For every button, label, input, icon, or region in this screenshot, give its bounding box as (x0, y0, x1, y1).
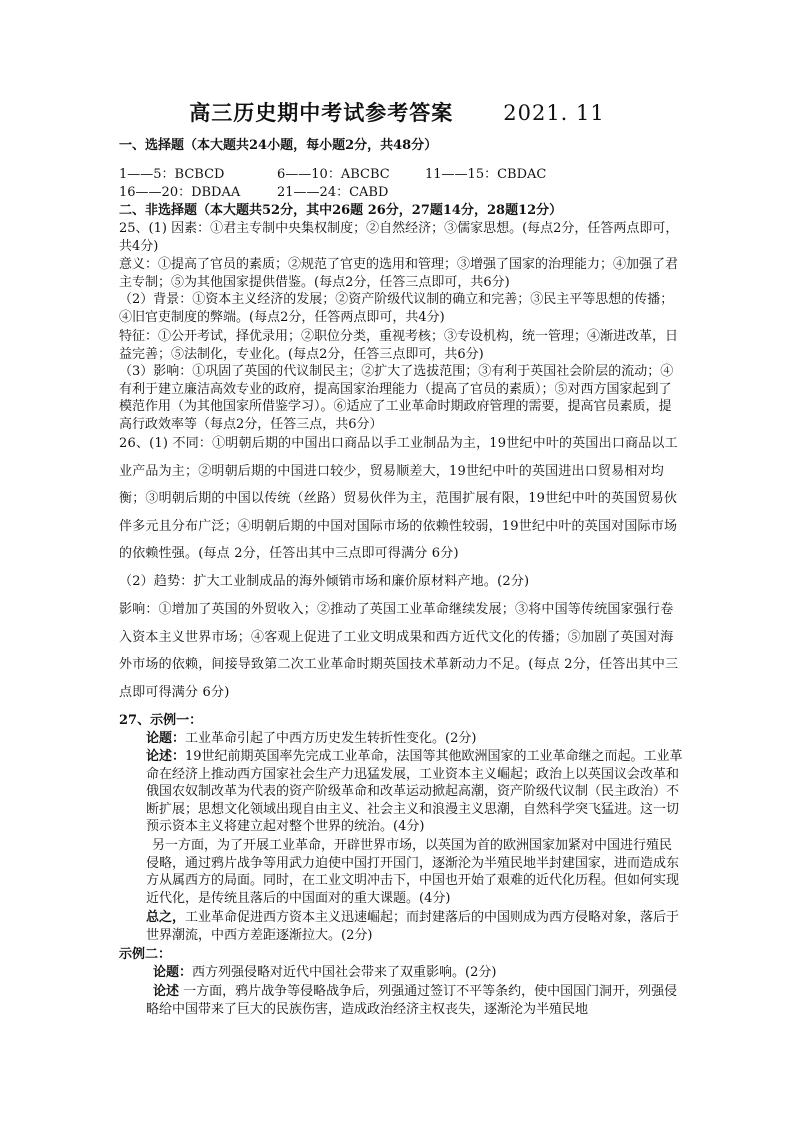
page-title (0, 97, 794, 127)
q27-ex1-argument (146, 748, 683, 836)
q26-part2-influence: 影响：①增加了英国的外贸收入；②推动了英国工业革命继续发展；③将中国等传统国家强行卷入资本主义世界市场；④客观上促进了工业文明成果和西方近代文化的传播；⑤加剧了英国对海外市场的依赖，间接导致第二次工业革命时期英国技术革新动力不足。(每点 2分，任答出其中三点即可得满分 6分) (119, 602, 679, 700)
q27-example2-label: 示例二： (119, 947, 172, 962)
section1-heading: 一、选择题（本大题共24小题，每小题2分，共48分） (119, 138, 438, 153)
mc-answers-row-2 (119, 184, 683, 202)
q25-part2-background: （2）背景：①资本主义经济的发展；②资产阶级代议制的确立和完善；③民主平等思想的传播；④旧官吏制度的弊端。(每点2分，任答两点即可，共4分) (119, 292, 674, 325)
thesis-label: 论题： (146, 731, 186, 746)
conclusion-label: 总之， (146, 910, 186, 925)
mc-answer-11-15: 11——15：CBDAC (425, 167, 547, 182)
q27-ex1-thesis (146, 730, 683, 748)
thesis-label-2: 论题： (153, 965, 193, 980)
q25-part3-influence: （3）影响：①巩固了英国的代议制民主；②扩大了选拔范围；③有利于英国社会阶层的流动；④有利于建立廉洁高效专业的政府，提高国家治理能力（提高了官员的素质）；⑤对西方国家起到了模范作用（为其他国家所借鉴学习）。⑥适应了工业革命时期政府管理的需要，提高官员素质，提高行政效率等（每点2分，任答三点，共6分） (119, 364, 674, 432)
q27-ex2-argument (146, 983, 683, 1018)
title-date: 2021. 11 (503, 101, 605, 125)
q26-part2-trend: （2）趋势：扩大工业制成品的海外倾销市场和廉价原材料产地。(2分) (119, 574, 530, 589)
thesis-text: 工业革命引起了中西方历史发生转折性变化。(2分) (185, 731, 477, 746)
argument-text: 19世纪前期英国率先完成工业革命，法国等其他欧洲国家的工业革命继之而起。工业革命在经济上推动西方国家社会生产力迅猛发展，工业资本主义崛起；政治上以英国议会改革和俄国农奴制改革为代表的资产阶级革命和改革运动掀起高潮，资产阶级代议制（民主政治）不断扩展；思想文化领域出现自由主义、社会主义和浪漫主义思潮，自然科学突飞猛进。这一切预示资本主义将建立起对整个世界的统治。(4分) (146, 749, 683, 834)
mc-answer-16-20: 16——20：DBDAA (119, 185, 241, 200)
mc-answer-1-5: 1——5：BCBCD (119, 167, 225, 182)
conclusion-text: 工业革命促进西方资本主义迅速崛起；而封建落后的中国则成为西方侵略对象，落后于世界潮流，中西方差距逐渐拉大。(2分) (146, 910, 680, 943)
title-text: 高三历史期中考试参考答案 (189, 100, 454, 125)
q27-ex1-conclusion (146, 909, 683, 944)
mc-answers-row-1 (119, 166, 683, 184)
q25-part1-factors: 25、(1) 因素：①君主专制中央集权制度；②自然经济；③儒家思想。(每点2分，任答两点即可，共4分) (119, 221, 679, 254)
q27-ex2-thesis (153, 964, 683, 982)
q27-ex1-other-side: 另一方面，为了开展工业革命，开辟世界市场，以英国为首的欧洲国家加紧对中国进行殖民侵略，通过鸦片战争等用武力迫使中国打开国门，逐渐沦为半殖民地半封建国家，进而造成东方从属西方的局面。同时，在工业文明冲击下，中国也开始了艰难的近代化历程。但如何实现近代化，是传统且落后的中国面对的重大课题。(4分) (146, 838, 680, 906)
thesis-text-2: 西方列强侵略对近代中国社会带来了双重影响。(2分) (192, 965, 497, 980)
argument-label: 论述： (146, 749, 186, 764)
q26-part1-differences: 26、(1) 不同：①明朝后期的中国出口商品以手工业制品为主，19世纪中叶的英国出口商品以工业产品为主；②明朝后期的中国进口较少，贸易顺差大，19世纪中叶的英国进出口贸易相对均衡；③明朝后期的中国以传统（丝路）贸易伙伴为主，范围扩展有限，19世纪中叶的英国贸易伙伴多元且分布广泛；④明朝后期的中国对国际市场的依赖性较弱，19世纪中叶的英国对国际市场的依赖性强。(每点 2分，任答出其中三点即可得满分 6分) (119, 436, 678, 561)
mc-answer-6-10: 6——10：ABCBC (277, 167, 390, 182)
q27-example1-label: 27、示例一： (119, 713, 203, 728)
argument-label-2: 论述 (153, 984, 180, 999)
q25-part2-features: 特征：①公开考试，择优录用；②职位分类，重视考核；③专设机构，统一管理；④渐进改革，日益完善；⑤法制化，专业化。(每点2分，任答三点即可，共6分) (119, 329, 679, 362)
q25-part1-significance: 意义：①提高了官员的素质；②规范了官吏的选用和管理；③增强了国家的治理能力；④加强了君主专制；⑤为其他国家提供借鉴。(每点2分，任答三点即可，共6分) (119, 257, 679, 290)
argument-text-2: 一方面，鸦片战争等侵略战争后，列强通过签订不平等条约，使中国国门洞开，列强侵略给中国带来了巨大的民族伤害，造成政治经济主权丧失，逐渐沦为半殖民地 (146, 984, 678, 1017)
mc-answer-21-24: 21——24：CABD (277, 185, 389, 200)
section2-heading: 二、非选择题（本大题共52分，其中26题 26分，27题14分，28题12分） (119, 203, 563, 218)
